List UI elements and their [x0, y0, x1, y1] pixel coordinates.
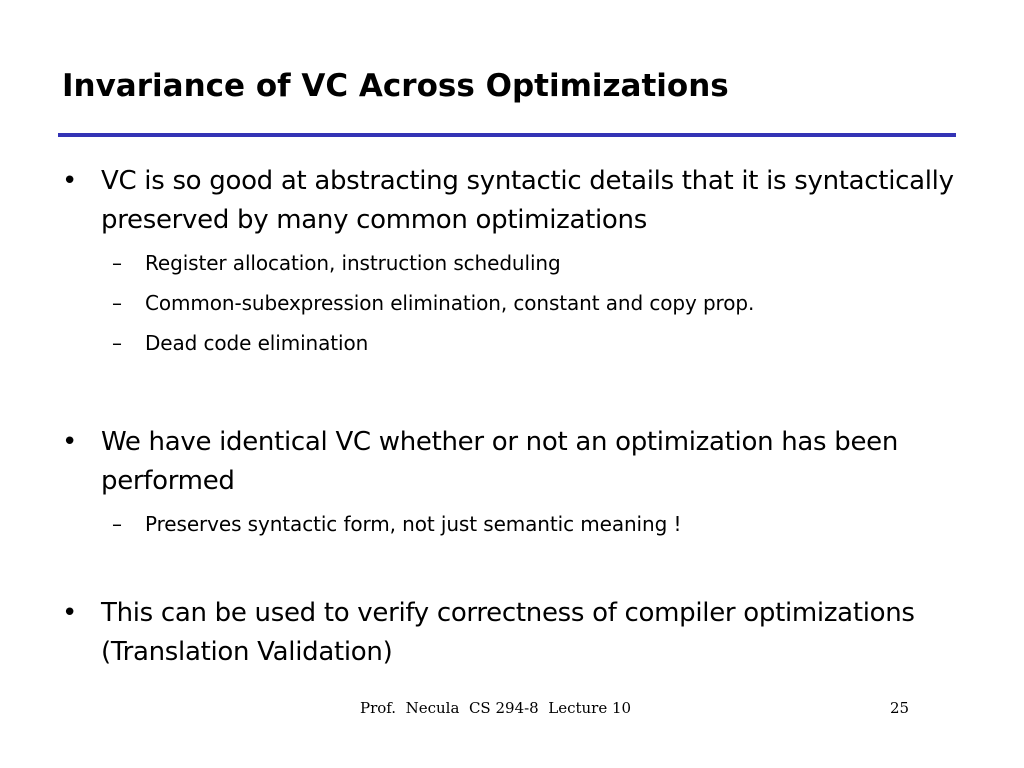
bullet-label: This can be used to verify correctness of compiler optimizations (Translation Validation)	[101, 598, 915, 667]
sub-bullet-label: Preserves syntactic form, not just semantic meaning !	[145, 512, 682, 536]
page-number: 25	[890, 699, 910, 717]
bullet-marker: •	[62, 166, 78, 196]
bullet-label: We have identical VC whether or not an optimization has been performed	[101, 427, 899, 496]
slide-title: Invariance of VC Across Optimizations	[62, 68, 729, 104]
sub-bullet-label: Common-subexpression elimination, constant and copy prop.	[145, 291, 755, 315]
bullet-item	[62, 162, 992, 366]
sub-bullet-item	[62, 326, 992, 366]
bullet-marker: •	[62, 598, 78, 628]
sub-bullet-item	[62, 507, 992, 547]
bullet-text	[62, 423, 992, 501]
bullet-label: VC is so good at abstracting syntactic details that it is syntactically preserved by many common optimizations	[101, 166, 954, 235]
sub-list	[62, 507, 992, 547]
bullet-text	[62, 162, 992, 240]
sub-bullet-label: Register allocation, instruction scheduling	[145, 251, 561, 275]
sub-bullet-marker: –	[112, 512, 122, 536]
bullet-text	[62, 594, 992, 672]
title-divider	[58, 133, 956, 137]
footer-credit: Prof. Necula CS 294-8 Lecture 10	[360, 699, 632, 717]
sub-bullet-marker: –	[112, 251, 122, 275]
sub-bullet-item	[62, 246, 992, 286]
sub-list	[62, 246, 992, 366]
sub-bullet-marker: –	[112, 331, 122, 355]
sub-bullet-marker: –	[112, 291, 122, 315]
bullet-item	[62, 594, 992, 672]
bullet-marker: •	[62, 427, 78, 457]
sub-bullet-item	[62, 286, 992, 326]
sub-bullet-label: Dead code elimination	[145, 331, 369, 355]
bullet-item	[62, 423, 992, 547]
